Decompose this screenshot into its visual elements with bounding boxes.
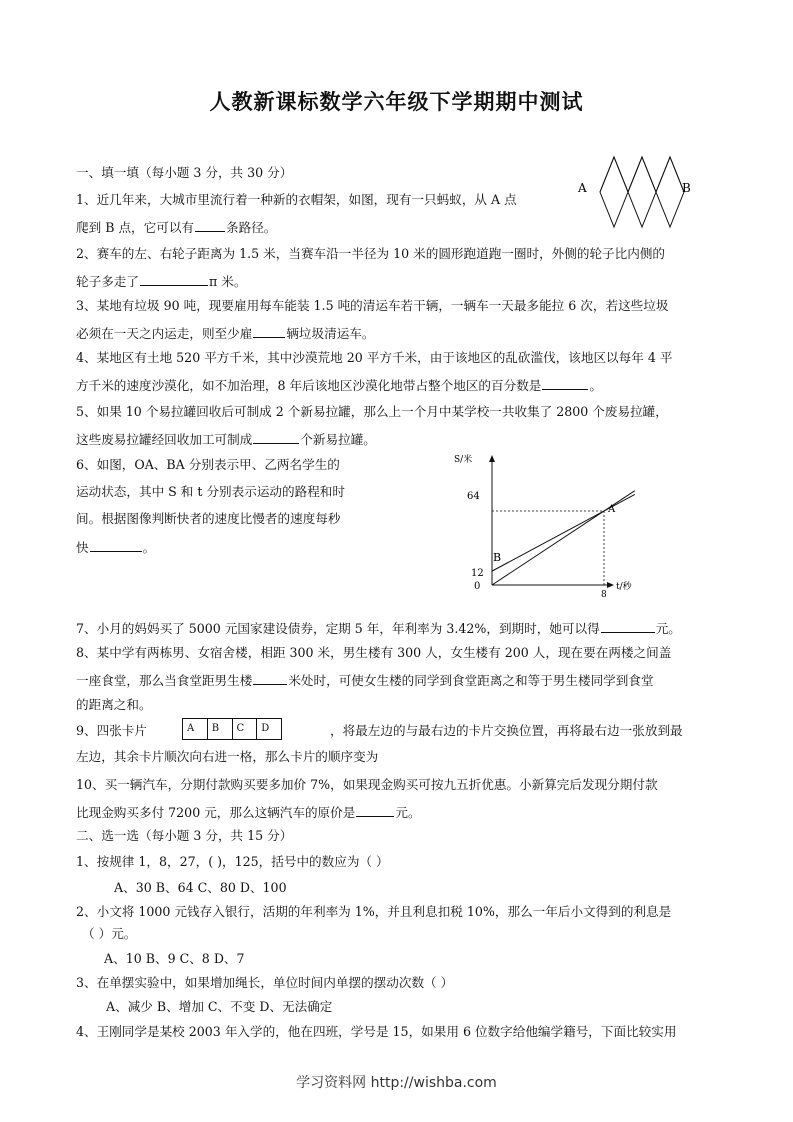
q3-answer-blank[interactable] <box>253 326 285 338</box>
q5-line2 <box>76 432 376 447</box>
point-label-b: B <box>493 551 502 565</box>
q4-text-a: 方千米的速度沙漠化，如不加治理，8 年后该地区沙漠化地带占整个地区的百分数是 <box>76 378 542 393</box>
card-row <box>182 718 282 740</box>
q8-line3: 的距离之和。 <box>76 697 152 712</box>
q6-text-b: 。 <box>142 540 156 555</box>
section-1-heading: 一、填一填（每小题 3 分，共 30 分） <box>76 165 293 180</box>
q8-line2 <box>76 673 654 688</box>
q2-text-b: π 米。 <box>208 274 247 289</box>
choice3-options: A、减少 B、增加 C、不变 D、无法确定 <box>106 999 333 1014</box>
q9-line2: 左边，其余卡片顺次向右进一格，那么卡片的顺序变为 <box>76 749 379 764</box>
card-a: A <box>183 719 208 739</box>
point-label-a: A <box>608 504 616 515</box>
q7-text-a: 7、小月的妈妈买了 5000 元国家建设债券，定期 5 年，年利率为 3.42%，到期时，她可以得 <box>76 621 600 636</box>
q3-line1: 3、某地有垃圾 90 吨，现要雇用每车能装 1.5 吨的清运车若干辆，一辆车一天最多能拉 6 次，若这些垃圾 <box>76 298 669 313</box>
x-tick-8: 8 <box>601 590 607 600</box>
footer-watermark: 学习资料网 http://wishba.com <box>296 1075 497 1091</box>
choice2-question-cont: （ ）元。 <box>82 926 137 941</box>
y-axis-label: S/米 <box>454 455 473 465</box>
q5-line1: 5、如果 10 个易拉罐回收后可制成 2 个新易拉罐，那么上一个月中某学校一共收集了 2800 个废易拉罐， <box>76 404 668 419</box>
choice3-question: 3、在单摆实验中，如果增加绳长，单位时间内单摆的摆动次数（ ） <box>76 975 454 990</box>
choice4-question: 4、王刚同学是某校 2003 年入学的，他在四班，学号是 15，如果用 6 位数字给他编学籍号，下面比较实用 <box>76 1024 677 1039</box>
page-title: 人教新课标数学六年级下学期期中测试 <box>209 89 584 114</box>
q1-line2 <box>76 220 276 235</box>
q6-line2: 运动状态，其中 S 和 t 分别表示运动的路程和时 <box>76 484 345 499</box>
q4-line2 <box>76 378 602 393</box>
q10-line2 <box>76 805 421 820</box>
q10-text-a: 比现金购买多付 7200 元，那么这辆汽车的原价是 <box>76 805 356 820</box>
q3-line2 <box>76 326 374 341</box>
q10-line1: 10、买一辆汽车，分期付款购买要多加价 7%，如果现金购买可按九五折优惠。小新算完后发现分期付款 <box>76 777 658 792</box>
choice1-options: A、30 B、64 C、80 D、100 <box>114 880 287 895</box>
choice2-options: A、10 B、9 C、8 D、7 <box>104 951 245 966</box>
q6-line3: 间。根据图像判断快者的速度比慢者的速度每秒 <box>76 511 341 526</box>
q4-text-b: 。 <box>589 378 602 393</box>
rack-outline-top <box>600 157 684 192</box>
label-a: A <box>578 181 587 195</box>
q6-line4 <box>76 540 155 555</box>
q8-line1: 8、某中学有两栋男、女宿舍楼，相距 300 米，男生楼有 300 人，女生楼有 200 人，现在要在两楼之间盖 <box>76 645 672 660</box>
q4-answer-blank[interactable] <box>542 378 588 390</box>
q6-line1: 6、如图，OA、BA 分别表示甲、乙两名学生的 <box>76 457 340 472</box>
q10-text-b: 元。 <box>395 805 421 820</box>
y-tick-12: 12 <box>471 568 484 580</box>
section-2-heading: 二、选一选（每小题 3 分，共 15 分） <box>76 828 293 843</box>
q1-line1: 1、近几年来，大城市里流行着一种新的衣帽架，如图，现有一只蚂蚁，从 A 点 <box>76 192 517 207</box>
rhombus-3 <box>656 157 684 227</box>
q3-text-a: 必须在一天之内运走，则至少雇 <box>76 326 253 341</box>
q5-text-a: 这些废易拉罐经回收加工可制成 <box>76 432 253 447</box>
q2-text-a: 轮子多走了 <box>76 274 139 289</box>
q3-text-b: 辆垃圾清运车。 <box>286 326 375 341</box>
q2-answer-blank[interactable] <box>140 274 208 286</box>
q6-answer-blank[interactable] <box>90 540 142 552</box>
q8-text-a: 一座食堂，那么当食堂距男生楼 <box>76 673 253 688</box>
card-c: C <box>233 719 258 739</box>
rhombus-1 <box>600 157 628 227</box>
card-d: D <box>261 723 270 734</box>
motion-chart <box>450 452 650 602</box>
q7-answer-blank[interactable] <box>601 621 655 633</box>
q9-text-b: ，将最左边的与最右边的卡片交换位置，再将最右边一张放到最 <box>330 723 683 738</box>
q5-answer-blank[interactable] <box>253 432 299 444</box>
q7-line1 <box>76 621 681 636</box>
card-b: B <box>208 719 233 739</box>
choice2-question: 2、小文将 1000 元钱存入银行，活期的年利率为 1%，并且利息扣税 10%，那么一年后小文得到的利息是 <box>76 904 672 919</box>
q4-line1: 4、某地区有土地 520 平方千米，其中沙漠荒地 20 平方千米，由于该地区的乱砍滥伐，该地区以每年 4 平 <box>76 350 673 365</box>
origin-label: 0 <box>474 581 481 592</box>
y-tick-64: 64 <box>467 491 480 502</box>
q7-text-b: 元。 <box>655 621 681 636</box>
q2-line1: 2、赛车的左、右轮子距离为 1.5 米，当赛车沿一半径为 10 米的圆形跑道跑一圈时，外侧的轮子比内侧的 <box>76 246 666 261</box>
y-axis-arrow <box>489 455 495 462</box>
q10-answer-blank[interactable] <box>356 805 394 817</box>
q2-line2 <box>76 274 246 289</box>
choice1-question: 1、按规律 1，8，27，( )，125，括号中的数应为（ ） <box>76 854 389 869</box>
q5-text-b: 个新易拉罐。 <box>300 432 376 447</box>
label-b: B <box>682 181 691 195</box>
q9-text-a: 9、四张卡片 <box>76 723 147 738</box>
coat-rack-figure <box>570 155 705 230</box>
q8-answer-blank[interactable] <box>253 673 287 685</box>
q1-text-a: 爬到 B 点，它可以有 <box>76 220 195 235</box>
q1-text-b: 条路径。 <box>226 220 277 235</box>
x-axis-arrow <box>607 582 614 588</box>
q6-text-a: 快 <box>76 540 89 555</box>
q1-answer-blank[interactable] <box>195 220 225 232</box>
x-axis-label: t/秒 <box>616 582 632 592</box>
rhombus-2 <box>628 157 656 227</box>
q8-text-b: 米处时，可使女生楼的同学到食堂距离之和等于男生楼同学到食堂 <box>288 673 654 688</box>
